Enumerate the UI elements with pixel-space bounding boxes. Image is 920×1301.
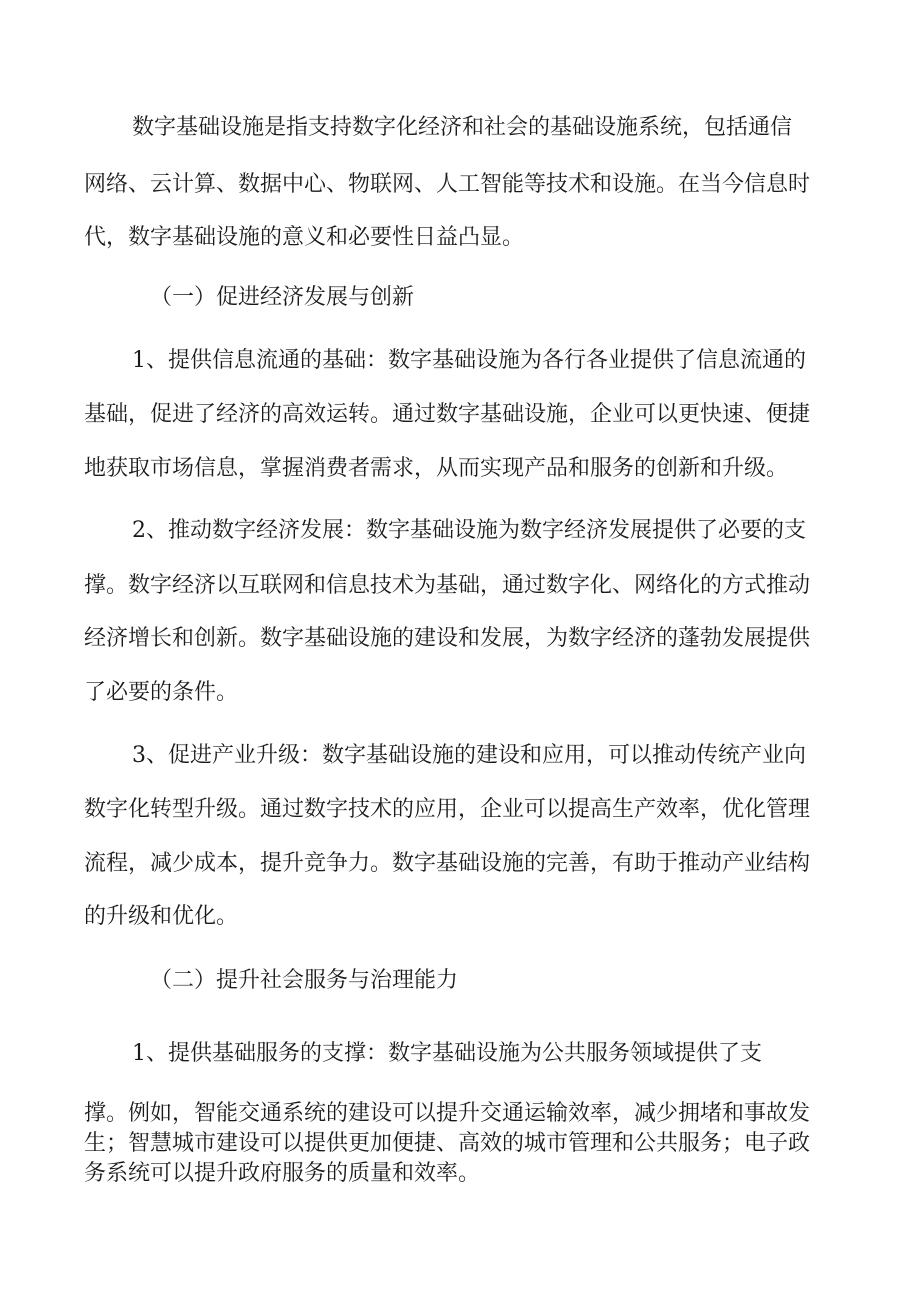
text-line: 代，数字基础设施的意义和必要性日益凸显。 <box>84 225 525 250</box>
text-line: 了必要的条件。 <box>84 680 239 705</box>
text-line: 的升级和优化。 <box>84 904 239 929</box>
text-line: 数字基础设施是指支持数字化经济和社会的基础设施系统，包括通信 <box>132 115 793 140</box>
text-line: 生；智慧城市建设可以提供更加便捷、高效的城市管理和公共服务；电子政 <box>84 1131 811 1156</box>
text-line: 撑。例如，智能交通系统的建设可以提升交通运输效率，减少拥堵和事故发 <box>84 1101 811 1126</box>
text-line: 网络、云计算、数据中心、物联网、人工智能等技术和设施。在当今信息时 <box>84 172 811 197</box>
text-line: 地获取市场信息，掌握消费者需求，从而实现产品和服务的创新和升级。 <box>84 456 789 481</box>
text-line: 经济增长和创新。数字基础设施的建设和发展，为数字经济的蓬勃发展提供 <box>84 626 811 651</box>
text-line: 务系统可以提升政府服务的质量和效率。 <box>84 1161 481 1186</box>
text-line: 流程，减少成本，提升竞争力。数字基础设施的完善，有助于推动产业结构 <box>84 851 811 876</box>
text-line: 3、促进产业升级：数字基础设施的建设和应用，可以推动传统产业向 <box>132 743 806 768</box>
section-heading-1: （一）促进经济发展与创新 <box>150 285 415 310</box>
text-line: 撑。数字经济以互联网和信息技术为基础，通过数字化、网络化的方式推动 <box>84 573 811 598</box>
text-line: 数字化转型升级。通过数字技术的应用，企业可以提高生产效率，优化管理 <box>84 797 811 822</box>
text-line: 1、提供基础服务的支撑：数字基础设施为公共服务领域提供了支 <box>132 1041 762 1066</box>
text-line: 基础，促进了经济的高效运转。通过数字基础设施，企业可以更快速、便捷 <box>84 402 811 427</box>
section-heading-2: （二）提升社会服务与治理能力 <box>150 968 459 993</box>
text-line: 2、推动数字经济发展：数字基础设施为数字经济发展提供了必要的支 <box>132 518 806 543</box>
text-line: 1、提供信息流通的基础：数字基础设施为各行各业提供了信息流通的 <box>132 348 806 373</box>
